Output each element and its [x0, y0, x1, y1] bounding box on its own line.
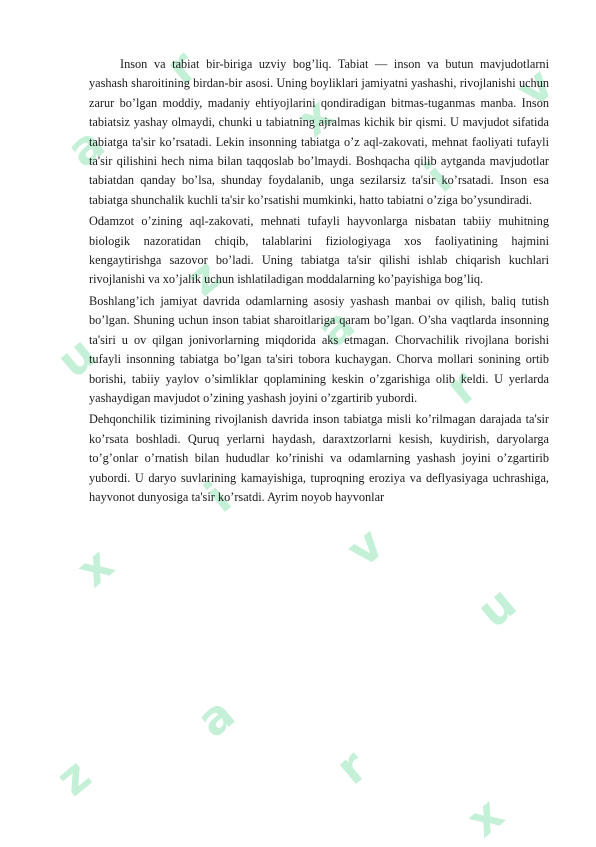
watermark-letter: i: [414, 151, 462, 203]
paragraph-4: Dehqonchilik tizimining rivojlanish davrida inson tabiatga misli ko’rilmagan darajada ta'sir ko’rsata boshladi. Quruq yerlarni haydash, daraxtzorlarni kesish, kuydirish, daryolarga to’g’onlar o’rnatish bilan hududlar ko’rinishi va odamlarning yashash joyini o’zgartirib yubordi. U daryo suvlarining kamayishiga, tuproqning eroziya va deflyasiyaga uchrashiga, hayvonot dunyosiga ta'sir ko’rsatdi. Ayrim noyob hayvonlar: [89, 412, 549, 504]
watermark-letter: i: [194, 471, 242, 523]
watermark-letter: u: [466, 575, 527, 639]
watermark-letter: r: [155, 39, 208, 95]
watermark-letter: x: [66, 536, 124, 598]
watermark-letter: a: [306, 296, 365, 358]
watermark-letter: a: [186, 686, 245, 748]
watermark-letter: x: [456, 786, 514, 847]
watermark-letter: a: [56, 116, 115, 178]
watermark-letter: v: [336, 516, 394, 578]
watermark-letter: z: [45, 747, 102, 807]
paragraph-2: Odamzot o’zining aql-zakovati, mehnati tufayli hayvonlarga nisbatan tabiiy muhitning biologik nazoratidan chiqib, talablarini fiziologiyaga xos faoliyatining hajmini kengaytirishga sazovor bo’ladi. Uning tabiatga ta'sir qilishi ishlab chiqarish kuchlari rivojlanishi va xo’jalik uchun ishlatiladigan moddalarning ko’payishiga bog’liq.: [89, 214, 549, 287]
watermark-letter: z: [175, 247, 232, 307]
document-body: [89, 55, 549, 507]
watermark-letter: r: [325, 739, 378, 795]
paragraph-1: Inson va tabiat bir-biriga uzviy bog’liq. Tabiat — inson va butun mavjudotlarni yashash sharoitining birdan-bir asosi. Uning boyliklari jamiyatni yashashi, rivojlanishi uchun zarur bo’lgan moddiy, madaniy ehtiyojlarini qondiradigan bitmas-tuganmas manba. Inson tabiatsiz yashay olmaydi, chunki u tabiatning ajralmas kichik bir qismi. U mavjudot sifatida tabiatga ta'sir ko’rsatadi. Lekin insonning tabiatga o’z aql-zakovati, mehnat faoliyati tufayli ta'sir qilishini hech nima bilan taqqoslab bo’lmaydi. Boshqacha qilib aytganda mavjudotlar tabiatdan qanday bo’lsa, shunday foydalanib, unga sezilarsiz ta'sir ko’rsatadi. Inson esa tabiatga shunchalik kuchli ta'sir ko’rsatishi mumkinki, hatto tabiatni o’ziga bo’ysundiradi.: [89, 57, 549, 207]
watermark-letter: x: [286, 86, 344, 148]
paragraph-3: Boshlang’ich jamiyat davrida odamlarning asosiy yashash manbai ov qilish, baliq tutish bo’lgan. Shuning uchun inson tabiat sharoitlariga qaram bo’lgan. O’sha vaqtlarda insonning ta'siri u ov qilgan jonivorlarning miqdorida aks etmagan. Chorvachilik rivojlana borishi tufayli insonning tabiatga bo’lgan ta'siri tobora kuchaygan. Chorva mollari sonining ortib borishi, tabiiy yaylov o’simliklar qoplamining keskin o’zgarishiga olib keldi. U yerlarda yashaydigan mavjudot o’zining yashash joyini o’zgartirib yubordi.: [89, 293, 549, 405]
watermark-letter: u: [46, 325, 107, 389]
watermark-letter: r: [435, 359, 488, 415]
watermark-letter: v: [506, 56, 564, 118]
